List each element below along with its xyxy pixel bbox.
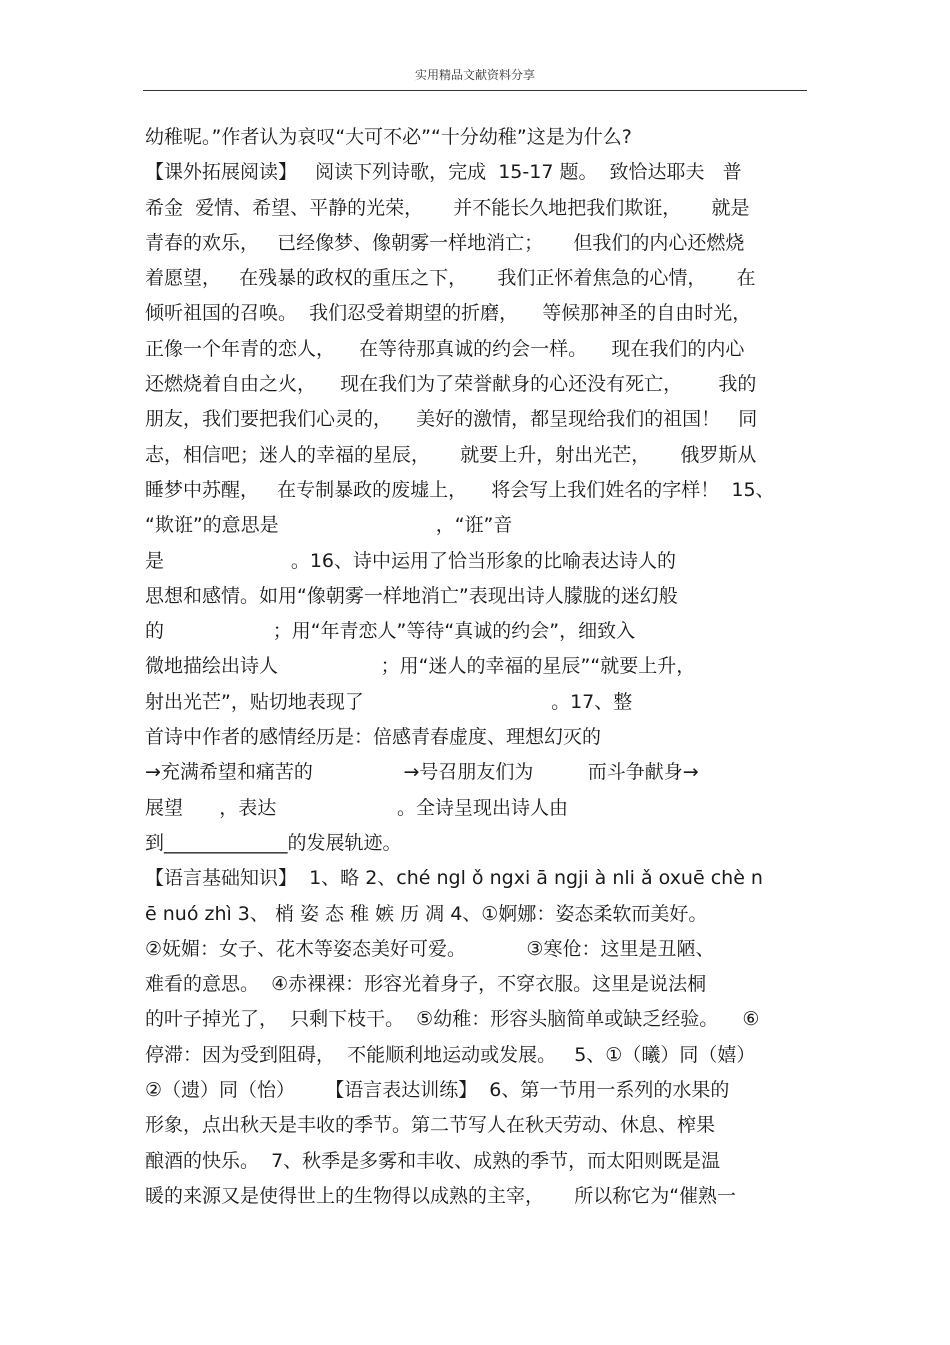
text-line: 暖的来源又是使得世上的生物得以成熟的主宰， 所以称它为“催熟一 bbox=[145, 1184, 737, 1207]
text-line: 微地描绘出诗人 ；用“迷人的幸福的星辰”“就要上升， bbox=[145, 655, 696, 678]
text-line: 希金 爱情、希望、平静的光荣， 并不能长久地把我们欺诳， 就是 bbox=[145, 196, 750, 219]
text-line: ②（遗）同（怡） 【语言表达训练】 6、第一节用一系列的水果的 bbox=[145, 1079, 730, 1102]
text-line: 的 ；用“年青恋人”等待“真诚的约会”，细致入 bbox=[145, 620, 636, 643]
text-line: 难看的意思。 ④赤裸裸：形容光着身子，不穿衣服。这里是说法桐 bbox=[145, 973, 707, 996]
text-line: ē nuó zhì 3、 梢 姿 态 稚 嫉 历 凋 4、①婀娜：姿态柔软而美好。 bbox=[145, 902, 708, 925]
text-line: 着愿望， 在残暴的政权的重压之下， 我们正怀着焦急的心情， 在 bbox=[145, 267, 756, 290]
text-line: “欺诳”的意思是 ，“诳”音 bbox=[145, 514, 513, 537]
text-line: 正像一个年青的恋人， 在等待那真诚的约会一样。 现在我们的内心 bbox=[145, 337, 745, 360]
text-line: 是 。16、诗中运用了恰当形象的比喻表达诗人的 bbox=[145, 549, 677, 572]
document-body bbox=[145, 120, 815, 1214]
text-line: 首诗中作者的感情经历是：倍感青春虚度、理想幻灭的 bbox=[145, 726, 602, 749]
text-line: 【课外拓展阅读】 阅读下列诗歌，完成 15-17 题。 致恰达耶夫 普 bbox=[145, 161, 742, 184]
text-line: 志，相信吧；迷人的幸福的星辰， 就要上升，射出光芒， 俄罗斯从 bbox=[145, 443, 757, 466]
text-line: 形象，点出秋天是丰收的季节。第二节写人在秋天劳动、休息、榨果 bbox=[145, 1114, 716, 1137]
text-line: 【语言基础知识】 1、略 2、ché ngl ǒ ngxi ā ngji à nli ǎ oxuē chè n bbox=[145, 867, 763, 890]
text-line: 睡梦中苏醒， 在专制暴政的废墟上， 将会写上我们姓名的字样！ 15、 bbox=[145, 478, 775, 501]
text-line: 幼稚呢。”作者认为哀叹“大可不必”“十分幼稚”这是为什么? bbox=[145, 126, 632, 148]
text-line: 青春的欢乐， 已经像梦、像朝雾一样地消亡； 但我们的内心还燃烧 bbox=[145, 231, 745, 254]
text-line: 射出光芒”，贴切地表现了 。17、整 bbox=[145, 690, 633, 713]
text-line: 朋友，我们要把我们心灵的， 美好的激情，都呈现给我们的祖国！ 同 bbox=[145, 408, 758, 431]
page-header-title: 实用精品文献资料分享 bbox=[414, 68, 535, 82]
text-line: 停滞：因为受到阻碍， 不能顺利地运动或发展。 5、①（曦）同（嬉） bbox=[145, 1043, 756, 1066]
text-line: 还燃烧着自由之火， 现在我们为了荣誉献身的心还没有死亡， 我的 bbox=[145, 373, 757, 396]
text-line: ②妩媚：女子、花木等姿态美好可爱。 ③寒伧：这里是丑陋、 bbox=[145, 937, 715, 960]
text-line: 展望 ，表达 。全诗呈现出诗人由 bbox=[145, 796, 569, 819]
text-line: 的叶子掉光了， 只剩下枝干。 ⑤幼稚：形容头脑简单或缺乏经验。 ⑥ bbox=[145, 1008, 760, 1031]
text-line: →充满希望和痛苦的 →号召朋友们为 而斗争献身→ bbox=[145, 761, 699, 784]
text-line: 倾听祖国的召唤。 我们忍受着期望的折磨， 等候那神圣的自由时光， bbox=[145, 302, 752, 325]
text-line: 思想和感情。如用“像朝雾一样地消亡”表现出诗人朦胧的迷幻般 bbox=[145, 584, 678, 607]
text-line: 酿酒的快乐。 7、秋季是多雾和丰收、成熟的季节，而太阳则既是温 bbox=[145, 1149, 721, 1172]
text-line: 到_____________的发展轨迹。 bbox=[145, 831, 402, 854]
header-divider bbox=[143, 90, 807, 91]
